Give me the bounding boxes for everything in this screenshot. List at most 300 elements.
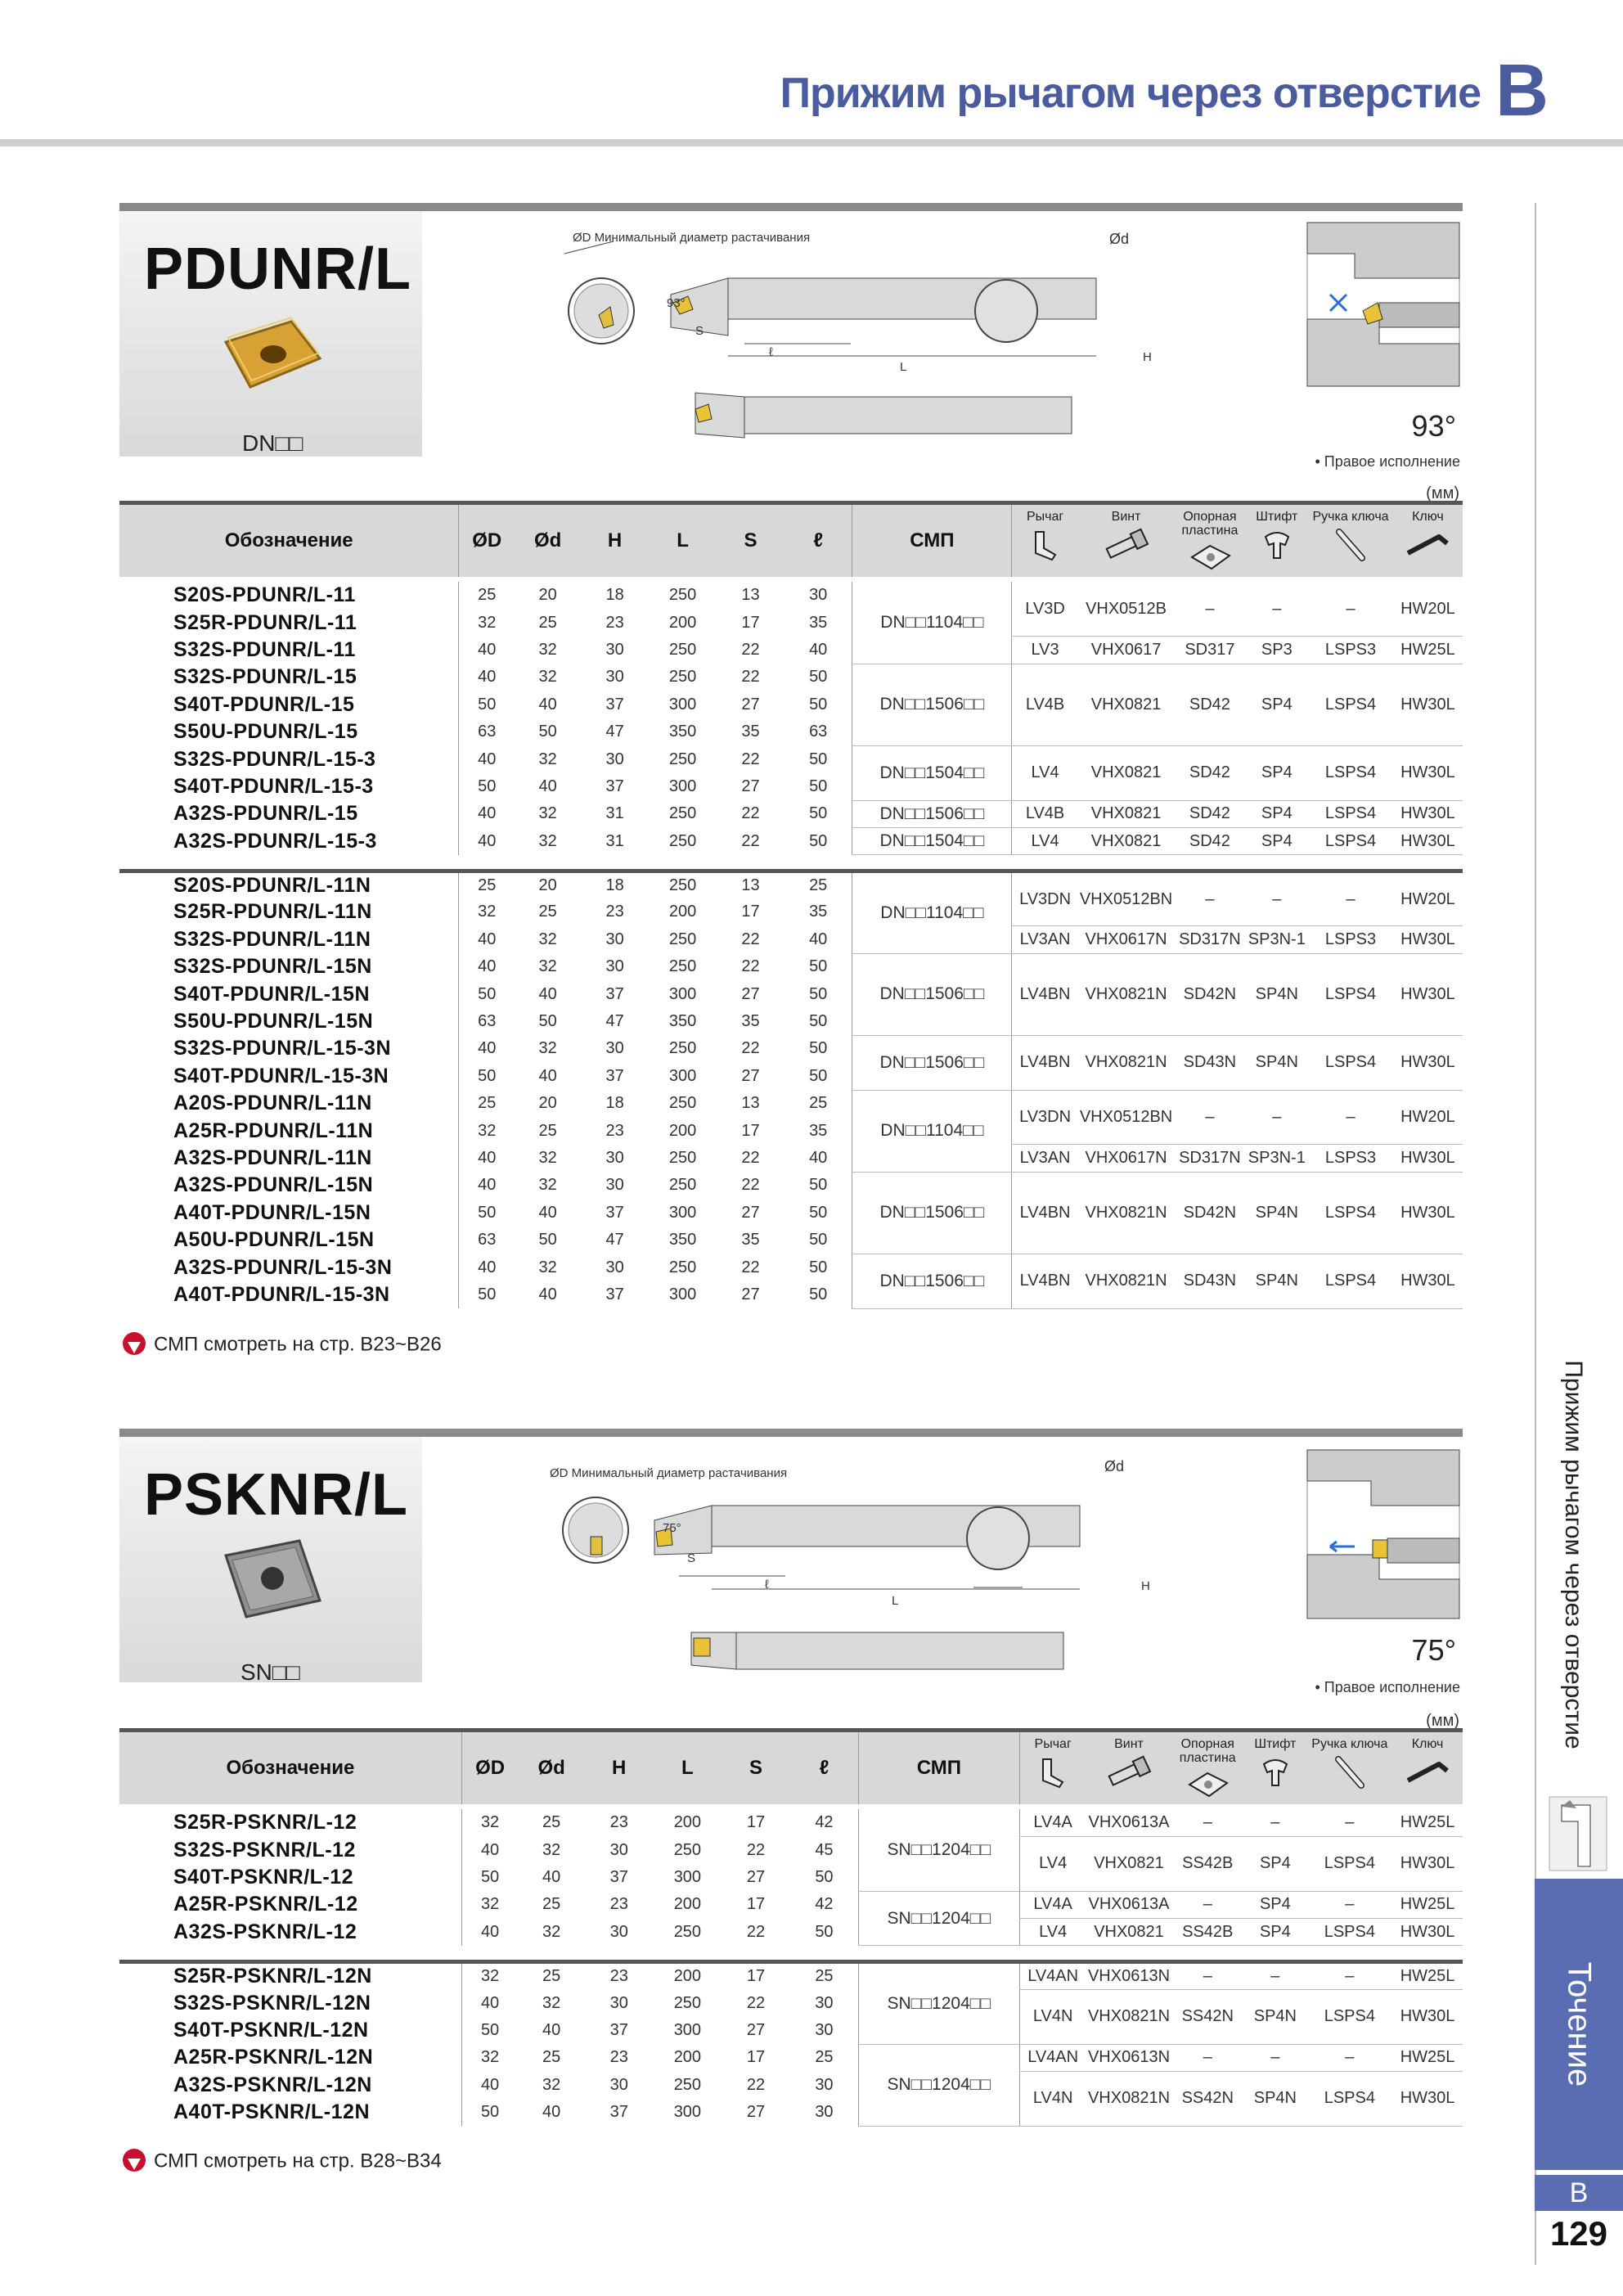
dim-value: 25 xyxy=(538,613,557,632)
part-code: LSPS3 xyxy=(1308,1145,1393,1172)
part-code: HW30L xyxy=(1393,953,1463,1035)
dim-value: 40 xyxy=(542,2103,561,2122)
col-header-insert: СМП xyxy=(859,1731,1020,1805)
part-code: VHX0821N xyxy=(1086,1989,1172,2044)
dim-value: 40 xyxy=(538,1285,557,1303)
snmg-insert-image xyxy=(201,1531,332,1629)
part-code: SP4N xyxy=(1245,1172,1308,1254)
dim-value: 30 xyxy=(605,930,624,948)
dim-value: 63 xyxy=(459,718,515,745)
table-group-n xyxy=(119,1946,1463,2126)
section2-h-label: H xyxy=(1141,1579,1150,1593)
part-code: LSPS4 xyxy=(1308,1172,1393,1254)
section1-dimension-diagram xyxy=(540,221,1129,466)
dim-value: 23 xyxy=(609,1967,628,1986)
dim-value: 20 xyxy=(538,1094,557,1113)
part-code: HW30L xyxy=(1393,926,1463,953)
dim-value: 22 xyxy=(746,1840,766,1859)
part-code: SP4 xyxy=(1243,1891,1306,1918)
insert-code: SN□□1204□□ xyxy=(859,1809,1020,1891)
part-code: HW30L xyxy=(1393,1172,1463,1254)
dim-value: 32 xyxy=(538,831,557,850)
part-code: SP3N-1 xyxy=(1245,926,1308,953)
section2-right-hand: • Правое исполнение xyxy=(1315,1679,1460,1695)
part-code: SP3 xyxy=(1245,637,1308,664)
dim-value: 40 xyxy=(459,828,515,855)
dim-value: 250 xyxy=(668,1149,697,1167)
table-row xyxy=(119,582,1463,609)
section2-diagram-angle: 75° xyxy=(663,1521,681,1535)
table-row xyxy=(119,2044,1463,2071)
section2-table xyxy=(119,1728,1463,2127)
part-code: SD42 xyxy=(1174,664,1245,745)
part-code: LV4A xyxy=(1019,1891,1086,1918)
dim-value: 22 xyxy=(746,2075,766,2094)
part-code: HW30L xyxy=(1393,1254,1463,1308)
section2-top-bar xyxy=(119,1429,1463,1437)
part-code: LSPS4 xyxy=(1308,745,1393,800)
tool-code: S32S-PSKNR/L-12 xyxy=(173,1838,356,1862)
dim-value: 32 xyxy=(542,1922,561,1941)
part-code: VHX0821 xyxy=(1086,1919,1172,1946)
dim-value: 40 xyxy=(542,1867,561,1886)
dim-value: 250 xyxy=(668,1258,697,1276)
part-code: SD42N xyxy=(1174,1172,1245,1254)
dim-value: 30 xyxy=(609,1993,628,2012)
part-code: – xyxy=(1307,1809,1393,1836)
dim-value: 300 xyxy=(673,2020,702,2039)
table-row xyxy=(119,800,1463,827)
part-code: HW30L xyxy=(1393,745,1463,800)
dim-value: 40 xyxy=(809,1149,828,1167)
dim-value: 32 xyxy=(538,957,557,976)
part-code: – xyxy=(1171,2044,1243,2071)
dim-value: 17 xyxy=(746,1967,766,1986)
dim-value: 32 xyxy=(542,1840,561,1859)
dim-value: 23 xyxy=(605,903,624,921)
table-row xyxy=(119,1962,1463,1989)
part-code: LSPS4 xyxy=(1308,828,1393,855)
dim-value: 20 xyxy=(538,876,557,895)
dim-value: 250 xyxy=(668,750,697,768)
part-code: LSPS4 xyxy=(1308,1254,1393,1308)
part-code: SP4N xyxy=(1245,953,1308,1035)
tool-code: S32S-PDUNR/L-15-3N xyxy=(173,1037,392,1060)
part-code: HW30L xyxy=(1392,1836,1463,1891)
sidebar-vertical-title: Прижим рычагом через отверстие xyxy=(1560,1360,1587,1749)
dnmg-insert-image xyxy=(201,309,332,399)
part-code: SP4N xyxy=(1245,1254,1308,1308)
section2-insert-label: SN□□ xyxy=(241,1659,300,1685)
table-row xyxy=(119,1254,1463,1281)
dim-value: 22 xyxy=(741,930,760,948)
dim-value: 25 xyxy=(815,2048,834,2067)
col-header-code: Обозначение xyxy=(119,1731,461,1805)
dim-value: 13 xyxy=(741,876,760,895)
part-code: LV4B xyxy=(1012,800,1078,827)
part-code: LV4AN xyxy=(1019,2044,1086,2071)
part-code: HW25L xyxy=(1392,1809,1463,1836)
part-code: SP4 xyxy=(1245,745,1308,800)
dim-value: 35 xyxy=(741,1012,760,1031)
part-code: VHX0613A xyxy=(1086,1809,1172,1836)
dim-value: 200 xyxy=(668,1121,697,1140)
screw-icon xyxy=(1086,1754,1172,1790)
dim-value: 32 xyxy=(542,1993,561,2012)
tool-code: S40T-PDUNR/L-15 xyxy=(173,692,355,716)
dim-value: 22 xyxy=(741,831,760,850)
part-code: – xyxy=(1171,1809,1243,1836)
dim-value: 40 xyxy=(459,1254,515,1281)
part-code: SD43N xyxy=(1174,1254,1245,1308)
table-row xyxy=(119,1172,1463,1199)
part-code: – xyxy=(1307,1891,1393,1918)
table-row xyxy=(119,1035,1463,1062)
part-code: VHX0512BN xyxy=(1078,871,1175,926)
part-code: VHX0821N xyxy=(1078,1035,1175,1090)
dim-value: 27 xyxy=(741,777,760,795)
dim-value: 25 xyxy=(538,1121,557,1140)
part-code: SP4 xyxy=(1245,828,1308,855)
part-code: VHX0821 xyxy=(1078,745,1175,800)
part-code: LSPS3 xyxy=(1308,637,1393,664)
sidebar-tab-turning[interactable]: Точение xyxy=(1535,1879,1623,2170)
dim-value: 250 xyxy=(668,668,697,687)
section2-L-label: L xyxy=(892,1594,899,1608)
dim-value: 250 xyxy=(668,957,697,976)
dim-value: 50 xyxy=(815,1922,834,1941)
tool-code: S32S-PDUNR/L-11 xyxy=(173,637,356,661)
dim-value: 300 xyxy=(668,1203,697,1222)
part-code: LV3DN xyxy=(1012,871,1078,926)
part-code: LV4 xyxy=(1019,1836,1086,1891)
part-code: HW30L xyxy=(1393,800,1463,827)
section1-right-hand: • Правое исполнение xyxy=(1315,453,1460,470)
insert-code: SN□□1204□□ xyxy=(859,1891,1020,1946)
part-code: LSPS4 xyxy=(1307,1836,1393,1891)
dim-value: 250 xyxy=(668,640,697,659)
page-header-letter: B xyxy=(1495,50,1549,132)
dim-value: 27 xyxy=(741,695,760,714)
pin-icon xyxy=(1243,1754,1306,1790)
col-header-d: Ød xyxy=(518,1731,585,1805)
part-code: – xyxy=(1243,2044,1306,2071)
tool-code: A32S-PSKNR/L-12 xyxy=(173,1920,357,1943)
dim-value: 22 xyxy=(741,750,760,768)
dim-value: 32 xyxy=(459,1117,515,1144)
insert-code: DN□□1506□□ xyxy=(852,1035,1012,1090)
part-code: VHX0512B xyxy=(1078,582,1175,637)
section1-h-label: H xyxy=(1143,350,1152,364)
part-code: LV4BN xyxy=(1012,1254,1078,1308)
insert-code: DN□□1504□□ xyxy=(852,745,1012,800)
part-code: VHX0821N xyxy=(1078,1172,1175,1254)
col-header-H: H xyxy=(585,1731,654,1805)
col-header-key-handle: Ручка ключа xyxy=(1308,503,1393,578)
dim-value: 37 xyxy=(605,1066,624,1085)
part-code: SS42B xyxy=(1171,1836,1243,1891)
dim-value: 250 xyxy=(668,831,697,850)
dim-value: 30 xyxy=(605,750,624,768)
dim-value: 63 xyxy=(459,1227,515,1254)
dim-value: 50 xyxy=(809,1039,828,1058)
dim-value: 17 xyxy=(741,1121,760,1140)
dim-value: 40 xyxy=(542,2020,561,2039)
dim-value: 250 xyxy=(668,930,697,948)
dim-value: 31 xyxy=(605,831,624,850)
dim-value: 40 xyxy=(459,1145,515,1172)
part-code: SD317N xyxy=(1174,1145,1245,1172)
dim-value: 40 xyxy=(459,1172,515,1199)
part-code: – xyxy=(1243,1962,1306,1989)
dim-value: 50 xyxy=(809,1176,828,1195)
dim-value: 30 xyxy=(605,1258,624,1276)
screw-icon xyxy=(1078,527,1175,563)
col-header-d: Ød xyxy=(515,503,581,578)
dim-value: 25 xyxy=(809,1094,828,1113)
col-header-l: ℓ xyxy=(785,503,852,578)
dim-value: 40 xyxy=(809,640,828,659)
col-header-screw: Винт xyxy=(1078,503,1175,578)
dim-value: 30 xyxy=(609,1840,628,1859)
dim-value: 32 xyxy=(542,2075,561,2094)
part-code: – xyxy=(1174,871,1245,926)
dim-value: 50 xyxy=(809,957,828,976)
part-code: VHX0821 xyxy=(1078,800,1175,827)
dim-value: 50 xyxy=(538,723,557,741)
part-code: – xyxy=(1308,871,1393,926)
dim-value: 40 xyxy=(459,1035,515,1062)
part-code: VHX0821N xyxy=(1078,1254,1175,1308)
dim-value: 25 xyxy=(815,1967,834,1986)
dim-value: 25 xyxy=(459,871,515,898)
dim-value: 50 xyxy=(809,1012,828,1031)
tool-code: A40T-PDUNR/L-15-3N xyxy=(173,1282,390,1306)
dim-value: 40 xyxy=(809,930,828,948)
tool-code: S25R-PSKNR/L-12 xyxy=(173,1811,357,1835)
table-group-n xyxy=(119,855,1463,1308)
dim-value: 22 xyxy=(741,804,760,823)
part-code: LV4 xyxy=(1012,828,1078,855)
dim-value: 37 xyxy=(605,984,624,1003)
part-code: HW20L xyxy=(1393,582,1463,637)
part-code: SS42B xyxy=(1171,1919,1243,1946)
dim-value: 300 xyxy=(668,777,697,795)
section2-title: PSKNR/L xyxy=(144,1462,409,1528)
dim-value: 50 xyxy=(461,2017,518,2044)
part-code: LSPS4 xyxy=(1307,1989,1393,2044)
section2-title-box xyxy=(119,1437,422,1685)
part-code: LV4 xyxy=(1012,745,1078,800)
col-header-pin: Штифт xyxy=(1245,503,1308,578)
dim-value: 18 xyxy=(605,1094,624,1113)
tool-code: S25R-PDUNR/L-11 xyxy=(173,610,357,634)
part-code: SD42 xyxy=(1174,745,1245,800)
dim-value: 32 xyxy=(461,1962,518,1989)
col-header-code: Обозначение xyxy=(119,503,459,578)
part-code: LSPS4 xyxy=(1308,800,1393,827)
dim-value: 25 xyxy=(542,1813,561,1832)
part-code: VHX0821 xyxy=(1078,828,1175,855)
key-handle-icon xyxy=(1308,527,1393,563)
dim-value: 200 xyxy=(673,1813,702,1832)
dim-value: 40 xyxy=(538,984,557,1003)
dim-value: 25 xyxy=(459,582,515,609)
part-code: LSPS3 xyxy=(1308,926,1393,953)
insert-code: DN□□1104□□ xyxy=(852,1090,1012,1172)
dim-value: 18 xyxy=(605,586,624,605)
section1-d-label: Ød xyxy=(1109,231,1130,247)
seat-plate-icon xyxy=(1174,541,1245,577)
insert-code: DN□□1506□□ xyxy=(852,800,1012,827)
part-code: LV4BN xyxy=(1012,1172,1078,1254)
dim-value: 50 xyxy=(538,1012,557,1031)
dim-value: 30 xyxy=(605,1039,624,1058)
section2-S-label: S xyxy=(687,1551,696,1565)
table-group-standard xyxy=(119,577,1463,855)
part-code: LV3AN xyxy=(1012,1145,1078,1172)
dim-value: 30 xyxy=(609,2075,628,2094)
part-code: – xyxy=(1174,1090,1245,1145)
part-code: – xyxy=(1245,1090,1308,1145)
seat-plate-icon xyxy=(1171,1768,1243,1804)
section1-application-icon xyxy=(1306,221,1461,389)
col-header-S: S xyxy=(717,503,785,578)
dim-value: 23 xyxy=(605,1121,624,1140)
part-code: LSPS4 xyxy=(1308,664,1393,745)
part-code: HW25L xyxy=(1393,637,1463,664)
dim-value: 50 xyxy=(459,691,515,718)
tool-code: A50U-PDUNR/L-15N xyxy=(173,1228,375,1252)
part-code: VHX0821 xyxy=(1078,664,1175,745)
col-header-S: S xyxy=(722,1731,790,1805)
dim-value: 30 xyxy=(605,640,624,659)
col-header-L: L xyxy=(649,503,717,578)
part-code: LV3AN xyxy=(1012,926,1078,953)
tool-code: S25R-PSKNR/L-12N xyxy=(173,1965,372,1988)
part-code: LV4AN xyxy=(1019,1962,1086,1989)
part-code: – xyxy=(1171,1891,1243,1918)
part-code: SD42N xyxy=(1174,953,1245,1035)
dim-value: 32 xyxy=(538,1176,557,1195)
tool-code: S40T-PSKNR/L-12N xyxy=(173,2018,369,2042)
insert-code: DN□□1506□□ xyxy=(852,1254,1012,1308)
dim-value: 47 xyxy=(605,1231,624,1249)
dim-value: 250 xyxy=(673,2075,702,2094)
dim-value: 32 xyxy=(538,1039,557,1058)
dim-value: 50 xyxy=(809,1066,828,1085)
tool-code: S32S-PSKNR/L-12N xyxy=(173,1991,371,2015)
hex-key-icon xyxy=(1393,527,1463,563)
insert-code: DN□□1506□□ xyxy=(852,664,1012,745)
table-row xyxy=(119,926,1463,953)
section1-l-label: ℓ xyxy=(769,345,773,359)
dim-value: 40 xyxy=(459,745,515,772)
dim-value: 40 xyxy=(459,637,515,664)
table-row xyxy=(119,1090,1463,1117)
dim-value: 17 xyxy=(741,903,760,921)
part-code: SP3N-1 xyxy=(1245,1145,1308,1172)
dim-value: 37 xyxy=(609,2103,628,2122)
lever-icon xyxy=(1020,1754,1086,1790)
dim-value: 40 xyxy=(461,1919,518,1946)
dim-value: 13 xyxy=(741,586,760,605)
dim-value: 32 xyxy=(461,1809,518,1836)
dim-value: 13 xyxy=(741,1094,760,1113)
insert-code: DN□□1506□□ xyxy=(852,953,1012,1035)
part-code: – xyxy=(1308,582,1393,637)
table-row xyxy=(119,828,1463,855)
dim-value: 50 xyxy=(809,1203,828,1222)
part-code: LV4A xyxy=(1019,1809,1086,1836)
part-code: LV4B xyxy=(1012,664,1078,745)
part-code: SD43N xyxy=(1174,1035,1245,1090)
dim-value: 50 xyxy=(538,1231,557,1249)
dim-value: 22 xyxy=(746,1922,766,1941)
section2-note: СМП смотреть на стр. B28~B34 xyxy=(119,2147,442,2177)
sidebar-tool-icon xyxy=(1541,1789,1615,1879)
tool-code: A32S-PDUNR/L-15-3N xyxy=(173,1255,393,1279)
dim-value: 200 xyxy=(668,613,697,632)
dim-value: 23 xyxy=(605,613,624,632)
dim-value: 37 xyxy=(605,777,624,795)
dim-value: 250 xyxy=(668,804,697,823)
dim-value: 17 xyxy=(746,1813,766,1832)
col-header-lever: Рычаг xyxy=(1019,1731,1086,1805)
tool-code: A40T-PSKNR/L-12N xyxy=(173,2100,370,2124)
dim-value: 31 xyxy=(605,804,624,823)
part-code: SD42 xyxy=(1174,800,1245,827)
table-row xyxy=(119,664,1463,691)
tool-code: S40T-PDUNR/L-15N xyxy=(173,982,370,1006)
dim-value: 42 xyxy=(815,1895,834,1914)
section2-application-icon xyxy=(1306,1448,1461,1620)
part-code: SD317 xyxy=(1174,637,1245,664)
dim-value: 50 xyxy=(809,804,828,823)
part-code: HW30L xyxy=(1392,2072,1463,2127)
tool-code: S32S-PDUNR/L-15 xyxy=(173,665,357,689)
dim-value: 32 xyxy=(461,1891,518,1918)
dim-value: 30 xyxy=(815,2075,834,2094)
part-code: LV4BN xyxy=(1012,953,1078,1035)
section1-S-label: S xyxy=(695,324,704,338)
section1-title: PDUNR/L xyxy=(144,236,411,302)
part-code: SP4 xyxy=(1245,800,1308,827)
dim-value: 27 xyxy=(741,1203,760,1222)
dim-value: 350 xyxy=(668,1231,697,1249)
part-code: VHX0617N xyxy=(1078,1145,1175,1172)
dim-value: 20 xyxy=(538,586,557,605)
table-row xyxy=(119,953,1463,980)
dim-value: 40 xyxy=(538,1203,557,1222)
tool-code: A32S-PDUNR/L-15 xyxy=(173,802,358,826)
tool-code: S40T-PDUNR/L-15-3 xyxy=(173,774,374,798)
section1-diagram-angle: 93° xyxy=(667,296,686,310)
tool-code: A32S-PDUNR/L-11N xyxy=(173,1146,372,1169)
dim-value: 22 xyxy=(741,1258,760,1276)
insert-code: SN□□1204□□ xyxy=(859,1962,1020,2044)
tool-code: S20S-PDUNR/L-11 xyxy=(173,583,356,607)
pointer-icon xyxy=(119,2147,149,2177)
dim-value: 27 xyxy=(741,1285,760,1303)
part-code: – xyxy=(1308,1090,1393,1145)
dim-value: 22 xyxy=(741,1039,760,1058)
dim-value: 47 xyxy=(605,1012,624,1031)
section1-insert-label: DN□□ xyxy=(242,430,303,456)
part-code: HW25L xyxy=(1392,1962,1463,1989)
dim-value: 25 xyxy=(809,876,828,895)
dim-value: 350 xyxy=(668,723,697,741)
